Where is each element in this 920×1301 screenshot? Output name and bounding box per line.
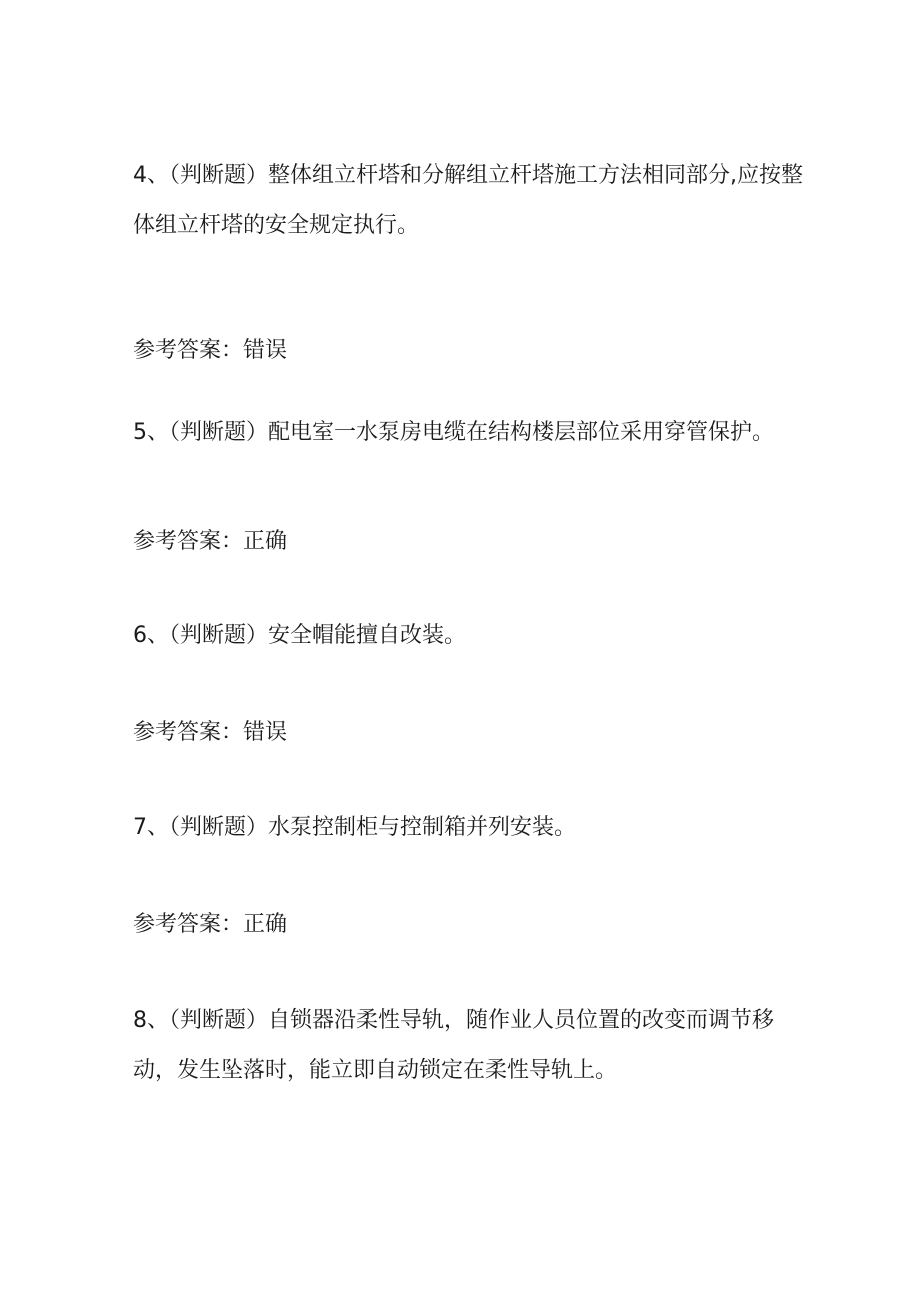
- question-4: 4、（判断题）整体组立杆塔和分解组立杆塔施工方法相同部分,应按整体组立杆塔的安全规定执行。: [133, 163, 803, 238]
- answer-7: 参考答案：正确: [133, 912, 288, 937]
- answer-6: 参考答案：错误: [133, 720, 288, 745]
- question-5: 5、（判断题）配电室一水泵房电缆在结构楼层部位采用穿管保护。: [133, 420, 774, 445]
- answer-5: 参考答案：正确: [133, 529, 288, 554]
- answer-4: 参考答案：错误: [133, 338, 288, 363]
- question-7: 7、（判断题）水泵控制柜与控制箱并列安装。: [133, 815, 576, 840]
- question-6: 6、（判断题）安全帽能擅自改装。: [133, 623, 466, 648]
- question-8: 8、（判断题）自锁器沿柔性导轨，随作业人员位置的改变而调节移动，发生坠落时，能立即自动锁定在柔性导轨上。: [133, 1008, 774, 1083]
